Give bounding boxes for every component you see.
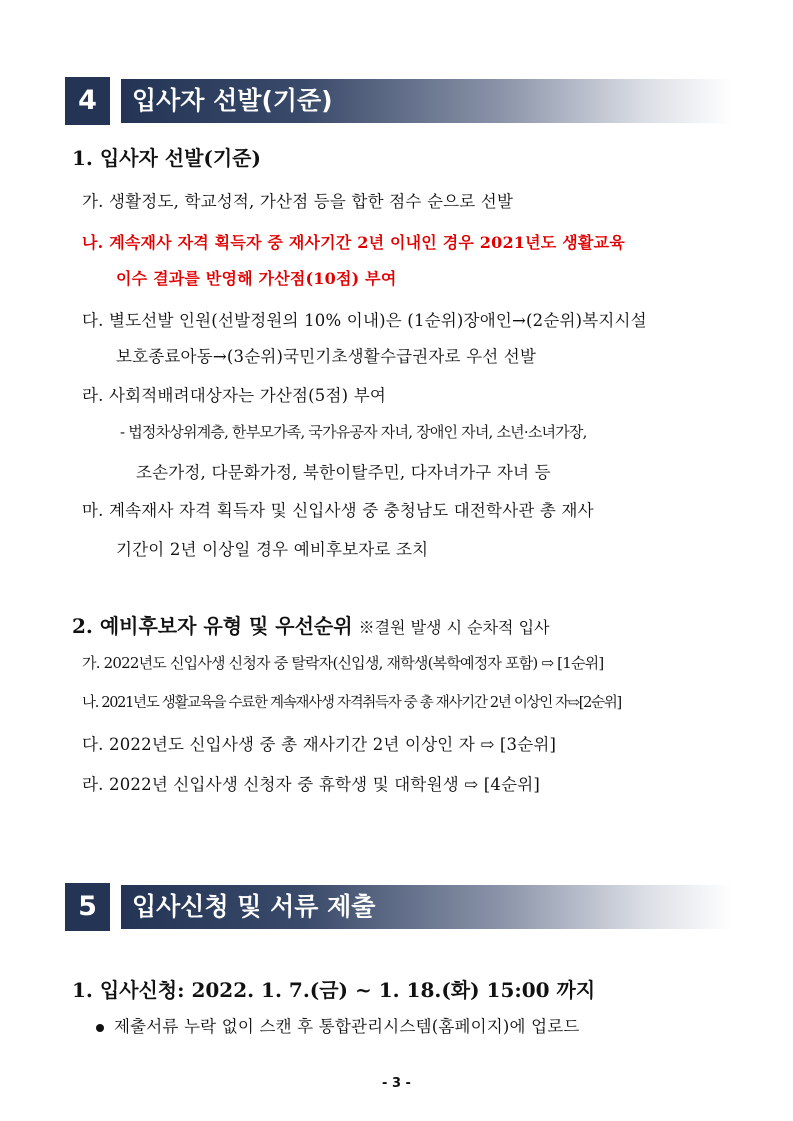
priority-item: 라. 2022년 신입사생 신청자 중 휴학생 및 대학원생 ⇨ [4순위] [82,775,541,794]
priority-item: 다. 2022년도 신입사생 중 총 재사기간 2년 이상인 자 ⇨ [3순위] [82,735,557,754]
list-item-cont: 보호종료아동→(3순위)국민기초생활수급권자로 우선 선발 [116,347,537,366]
list-item: 라. 사회적배려대상자는 가산점(5점) 부여 [82,386,386,405]
priority-item: 가. 2022년도 신입사생 신청자 중 탈락자(신입생, 재학생(복학예정자 포함) ⇨ [1순위] [82,654,604,672]
list-subitem: - 법정차상위계층, 한부모가족, 국가유공자 자녀, 장애인 자녀, 소년·소녀가장, [120,423,587,441]
bullet-text: 제출서류 누락 없이 스캔 후 통합관리시스템(홈페이지)에 업로드 [114,1017,580,1036]
subsection-title: 1. 입사신청: 2022. 1. 7.(금) ~ 1. 18.(화) 15:00 까지 [72,978,596,1002]
list-item-highlight-cont: 이수 결과를 반영해 가산점(10점) 부여 [116,269,397,288]
list-item: 다. 별도선발 인원(선발정원의 10% 이내)은 (1순위)장애인→(2순위)복지시설 [82,311,647,330]
list-item: 마. 계속재사 자격 획득자 및 신입사생 중 충청남도 대전학사관 총 재사 [82,501,594,520]
list-item-cont: 기간이 2년 이상일 경우 예비후보자로 조치 [116,540,429,559]
subsection-note: ※결원 발생 시 순차적 입사 [358,618,550,637]
priority-item: 나. 2021년도 생활교육을 수료한 계속재사생 자격취득자 중 총 재사기간 2년 이상인 자⇨[2순위] [82,695,621,711]
bullet-icon [96,1024,104,1032]
subsection-title-text: 2. 예비후보자 유형 및 우선순위 [72,614,353,638]
section-number: 4 [65,77,110,125]
list-subitem-cont: 조손가정, 다문화가정, 북한이탈주민, 다자녀가구 자녀 등 [136,463,551,482]
list-item-highlight: 나. 계속재사 자격 획득자 중 재사기간 2년 이내인 경우 2021년도 생활교육 [82,233,625,252]
list-item: 가. 생활정도, 학교성적, 가산점 등을 합한 점수 순으로 선발 [82,192,514,211]
subsection-title [72,610,549,639]
section-title: 입사신청 및 서류 제출 [132,892,376,921]
subsection-title: 1. 입사자 선발(기준) [72,146,261,170]
page-number: - 3 - [382,1076,411,1091]
bullet-item [96,1013,580,1037]
section-title: 입사자 선발(기준) [132,86,333,115]
section-number: 5 [65,883,110,931]
